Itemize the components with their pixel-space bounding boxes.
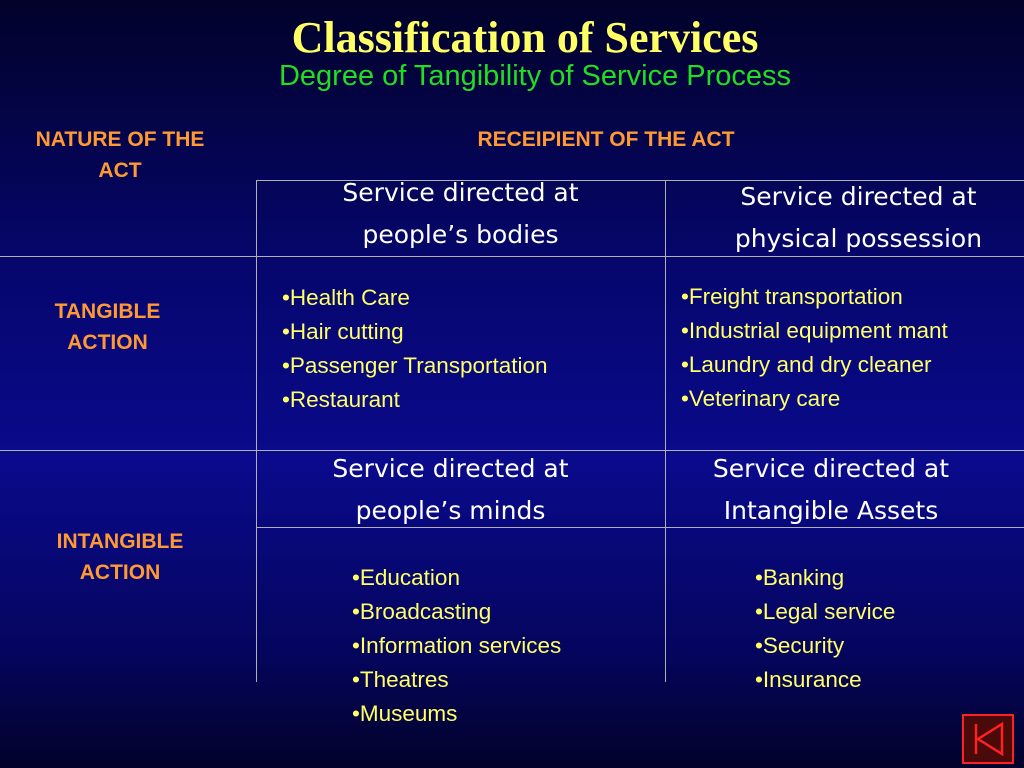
- list-item: •Laundry and dry cleaner: [681, 352, 932, 377]
- tangible-line-2: ACTION: [67, 331, 148, 354]
- slide-title: Classification of Services: [291, 13, 759, 62]
- tangible-action-label: [0, 296, 215, 358]
- intangible-line-2: ACTION: [79, 561, 161, 584]
- list-item: •Passenger Transportation: [282, 353, 548, 378]
- list-item: •Security: [755, 633, 845, 658]
- list-bodies: [282, 281, 548, 417]
- cell-head-line: people’s minds: [355, 496, 546, 525]
- tangible-line-1: TANGIBLE: [54, 300, 161, 323]
- nature-header-line-1: NATURE OF THE: [35, 128, 205, 151]
- intangible-line-1: INTANGIBLE: [56, 530, 184, 553]
- list-item: •Information services: [352, 633, 562, 658]
- cell-head-line: physical possession: [734, 224, 983, 253]
- list-minds: [352, 561, 561, 731]
- list-item: •Veterinary care: [681, 386, 841, 411]
- skip-back-button[interactable]: [962, 714, 1014, 764]
- recipient-of-act-header: RECEIPIENT OF THE ACT: [477, 128, 735, 151]
- slide-subtitle: Degree of Tangibility of Service Process: [278, 60, 792, 92]
- list-item: •Industrial equipment mant: [681, 318, 948, 343]
- nature-header-line-2: ACT: [98, 159, 142, 182]
- cell-head-line: people’s bodies: [362, 220, 559, 249]
- list-possession: [681, 280, 1024, 416]
- list-item: •Insurance: [755, 667, 862, 692]
- cell-head-line: Service directed at: [740, 182, 977, 211]
- list-item: •Banking: [755, 565, 845, 590]
- list-item: •Broadcasting: [352, 599, 492, 624]
- list-assets: [755, 561, 895, 697]
- cell-head-line: Service directed at: [332, 454, 569, 483]
- cell-head-assets: [666, 448, 996, 532]
- cell-head-minds: [246, 448, 655, 532]
- cell-head-line: Intangible Assets: [723, 496, 939, 525]
- list-item: •Freight transportation: [681, 284, 903, 309]
- list-item: •Health Care: [282, 285, 410, 310]
- list-item: •Legal service: [755, 599, 896, 624]
- skip-back-icon: [964, 716, 1012, 762]
- list-item: •Hair cutting: [282, 319, 404, 344]
- list-item: •Education: [352, 565, 460, 590]
- list-item: •Restaurant: [282, 387, 400, 412]
- list-item: •Theatres: [352, 667, 449, 692]
- nature-of-act-header: [0, 124, 240, 186]
- cell-head-possession: [666, 176, 1024, 260]
- cell-head-bodies: [256, 172, 665, 256]
- cell-head-line: Service directed at: [342, 178, 579, 207]
- intangible-action-label: [0, 526, 240, 588]
- cell-head-line: Service directed at: [712, 454, 950, 483]
- list-item: •Museums: [352, 701, 458, 726]
